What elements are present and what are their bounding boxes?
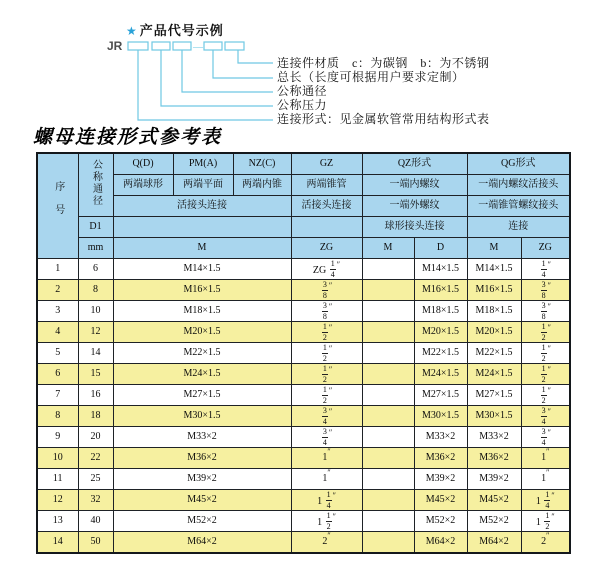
code-boxes <box>128 42 244 50</box>
table-row <box>37 385 570 406</box>
table-row <box>37 532 570 554</box>
table-cell: $\frac{3}{4}$ ″ <box>521 406 570 427</box>
header-nominal-diameter: 公称通径 <box>78 153 113 217</box>
table-cell <box>362 343 414 364</box>
table-cell: 50 <box>78 532 113 554</box>
table-cell <box>362 448 414 469</box>
header-pm-desc: 两端平面 <box>173 175 233 196</box>
table-cell: 32 <box>78 490 113 511</box>
header-gz-code: GZ <box>291 153 362 175</box>
table-cell: 4 <box>37 322 78 343</box>
table-cell: M27×1.5 <box>467 385 521 406</box>
table-cell: M24×1.5 <box>414 364 467 385</box>
header-qg-desc1: 一端内螺纹活接头 <box>467 175 570 196</box>
table-cell: M36×2 <box>414 448 467 469</box>
table-cell: M14×1.5 <box>467 259 521 280</box>
table-cell: 25 <box>78 469 113 490</box>
table-cell: $\frac{3}{8}$ ″ <box>521 301 570 322</box>
table-cell: M39×2 <box>467 469 521 490</box>
header-pm-code: PM(A) <box>173 153 233 175</box>
table-cell: 40 <box>78 511 113 532</box>
table-cell: M39×2 <box>414 469 467 490</box>
table-cell: $\frac{1}{2}$ ″ <box>291 322 362 343</box>
table-row <box>37 427 570 448</box>
table-cell: 8 <box>78 280 113 301</box>
table-cell: $\frac{3}{4}$ ″ <box>291 427 362 448</box>
table-cell <box>362 301 414 322</box>
diagram-heading-text: 产品代号示例 <box>139 23 224 38</box>
table-cell: 14 <box>37 532 78 554</box>
nut-connection-table <box>36 152 571 554</box>
table-cell <box>362 511 414 532</box>
table-cell: M36×2 <box>467 448 521 469</box>
diagram-label-pressure: 公称压力 <box>277 98 328 112</box>
header-nz-code: NZ(C) <box>233 153 291 175</box>
diagram-label-diameter: 公称通径 <box>277 84 328 98</box>
table-cell: 12 <box>37 490 78 511</box>
table-cell: M22×1.5 <box>414 343 467 364</box>
table-cell: 1″ <box>521 469 570 490</box>
table-cell: M22×1.5 <box>467 343 521 364</box>
table-cell: 1″ <box>521 448 570 469</box>
table-cell <box>362 364 414 385</box>
table-cell: 1 $\frac{1}{4}$ ″ <box>291 490 362 511</box>
table-cell: 16 <box>78 385 113 406</box>
header-d1: D1 <box>78 217 113 238</box>
header-empty-qpn <box>113 217 291 238</box>
table-cell <box>362 532 414 554</box>
table-cell <box>362 259 414 280</box>
star-icon: ★ <box>126 24 138 38</box>
table-cell: M14×1.5 <box>414 259 467 280</box>
table-cell: M52×2 <box>467 511 521 532</box>
table-cell: 13 <box>37 511 78 532</box>
table-cell: $\frac{1}{2}$ ″ <box>521 322 570 343</box>
table-cell: M20×1.5 <box>113 322 291 343</box>
table-cell: 8 <box>37 406 78 427</box>
table-cell: 14 <box>78 343 113 364</box>
table-cell: $\frac{3}{4}$ ″ <box>521 427 570 448</box>
header-q-code: Q(D) <box>113 153 173 175</box>
table-cell: M24×1.5 <box>113 364 291 385</box>
header-qg-thread-zg: ZG <box>521 238 570 259</box>
table-cell: 10 <box>37 448 78 469</box>
table-cell: M45×2 <box>113 490 291 511</box>
table-cell: M52×2 <box>414 511 467 532</box>
table-cell: M16×1.5 <box>414 280 467 301</box>
code-prefix: JR <box>107 39 123 53</box>
table-cell: M18×1.5 <box>414 301 467 322</box>
table-cell: $\frac{1}{2}$ ″ <box>291 343 362 364</box>
table-cell: 15 <box>78 364 113 385</box>
header-qz-desc1: 一端内螺纹 <box>362 175 467 196</box>
table-row <box>37 469 570 490</box>
table-cell: 22 <box>78 448 113 469</box>
header-qz-code: QZ形式 <box>362 153 467 175</box>
table-cell: $\frac{3}{8}$ ″ <box>291 301 362 322</box>
table-cell: 2″ <box>291 532 362 554</box>
table-cell: 10 <box>78 301 113 322</box>
table-cell: M18×1.5 <box>467 301 521 322</box>
table-cell: M30×1.5 <box>113 406 291 427</box>
table-cell: M27×1.5 <box>414 385 467 406</box>
table-row <box>37 364 570 385</box>
table-cell: 7 <box>37 385 78 406</box>
diagram-label-material: 连接件材质 c：为碳钢 b：为不锈钢 <box>277 56 490 70</box>
table-cell: $\frac{1}{2}$ ″ <box>521 364 570 385</box>
header-qg-connection: 连接 <box>467 217 570 238</box>
header-gz-thread: ZG <box>291 238 362 259</box>
table-cell: M64×2 <box>467 532 521 554</box>
table-header <box>37 153 570 259</box>
table-cell: 6 <box>37 364 78 385</box>
table-cell: M39×2 <box>113 469 291 490</box>
table-cell <box>362 469 414 490</box>
table-cell: M36×2 <box>113 448 291 469</box>
table-cell: M18×1.5 <box>113 301 291 322</box>
table-cell: M33×2 <box>414 427 467 448</box>
table-cell: $\frac{1}{2}$ ″ <box>521 343 570 364</box>
header-nz-desc: 两端内锥 <box>233 175 291 196</box>
code-separator: — <box>193 42 203 53</box>
header-gz-connection: 活接头连接 <box>291 196 362 217</box>
table-cell: M20×1.5 <box>414 322 467 343</box>
table-row <box>37 511 570 532</box>
table-cell: 12 <box>78 322 113 343</box>
table-row <box>37 280 570 301</box>
table-cell: 20 <box>78 427 113 448</box>
diagram-label-length: 总长（长度可根据用户要求定制） <box>277 70 465 84</box>
diagram-heading <box>126 20 224 39</box>
table-cell <box>362 490 414 511</box>
header-qg-desc2: 一端锥管螺纹接头 <box>467 196 570 217</box>
table-cell: 1 $\frac{1}{2}$ ″ <box>291 511 362 532</box>
table-cell: M64×2 <box>113 532 291 554</box>
table-row <box>37 343 570 364</box>
diagram-label-connection: 连接形式：见金属软管常用结构形式表 <box>277 112 490 126</box>
table-cell: $\frac{1}{2}$ ″ <box>291 385 362 406</box>
table-cell: M16×1.5 <box>113 280 291 301</box>
table-cell: M33×2 <box>113 427 291 448</box>
table-cell <box>362 385 414 406</box>
table-cell: 3 <box>37 301 78 322</box>
table-title: 螺母连接形式参考表 <box>33 127 223 148</box>
table-cell <box>362 322 414 343</box>
table-cell <box>362 406 414 427</box>
table-cell <box>362 280 414 301</box>
header-qpn-thread: M <box>113 238 291 259</box>
header-unit-mm: mm <box>78 238 113 259</box>
table-cell: 5 <box>37 343 78 364</box>
header-serial: 序号 <box>37 153 78 259</box>
header-empty-gz <box>291 217 362 238</box>
table-row <box>37 406 570 427</box>
table-cell: M52×2 <box>113 511 291 532</box>
table-cell: $\frac{1}{4}$ ″ <box>521 259 570 280</box>
table-cell: M45×2 <box>467 490 521 511</box>
table-cell: M24×1.5 <box>467 364 521 385</box>
header-q-desc: 两端球形 <box>113 175 173 196</box>
table-cell: 1″ <box>291 469 362 490</box>
table-row <box>37 490 570 511</box>
header-qg-thread-m: M <box>467 238 521 259</box>
table-cell: ZG $\frac{1}{4}$ ″ <box>291 259 362 280</box>
table-row <box>37 259 570 280</box>
table-cell: M27×1.5 <box>113 385 291 406</box>
table-cell: 2″ <box>521 532 570 554</box>
connector-lines <box>138 50 273 120</box>
table-cell: M20×1.5 <box>467 322 521 343</box>
table-cell: M14×1.5 <box>113 259 291 280</box>
table-row <box>37 301 570 322</box>
table-cell: $\frac{3}{8}$ ″ <box>521 280 570 301</box>
table-cell: 1 $\frac{1}{2}$ ″ <box>521 511 570 532</box>
table-cell: 1 $\frac{1}{4}$ ″ <box>521 490 570 511</box>
header-qz-thread-m: M <box>362 238 414 259</box>
header-qz-desc2: 一端外螺纹 <box>362 196 467 217</box>
table-cell: M33×2 <box>467 427 521 448</box>
header-qg-code: QG形式 <box>467 153 570 175</box>
table-cell: 18 <box>78 406 113 427</box>
table-cell: 1 <box>37 259 78 280</box>
table-cell: $\frac{1}{2}$ ″ <box>291 364 362 385</box>
table-cell: 9 <box>37 427 78 448</box>
table-cell: $\frac{3}{4}$ ″ <box>291 406 362 427</box>
table-row <box>37 322 570 343</box>
table-cell: M64×2 <box>414 532 467 554</box>
table-cell: M30×1.5 <box>467 406 521 427</box>
header-qpn-connection: 活接头连接 <box>113 196 291 217</box>
table-cell: 1″ <box>291 448 362 469</box>
table-cell: 6 <box>78 259 113 280</box>
table-cell: 2 <box>37 280 78 301</box>
header-qz-connection: 球形接头连接 <box>362 217 467 238</box>
table-cell: M16×1.5 <box>467 280 521 301</box>
table-body <box>37 259 570 554</box>
table-cell: $\frac{1}{2}$ ″ <box>521 385 570 406</box>
table-row <box>37 448 570 469</box>
table-cell: 11 <box>37 469 78 490</box>
table-cell: M22×1.5 <box>113 343 291 364</box>
table-cell: $\frac{3}{8}$ ″ <box>291 280 362 301</box>
table-cell: M30×1.5 <box>414 406 467 427</box>
header-gz-desc: 两端锥管 <box>291 175 362 196</box>
table-cell: M45×2 <box>414 490 467 511</box>
header-qz-thread-d: D <box>414 238 467 259</box>
table-cell <box>362 427 414 448</box>
